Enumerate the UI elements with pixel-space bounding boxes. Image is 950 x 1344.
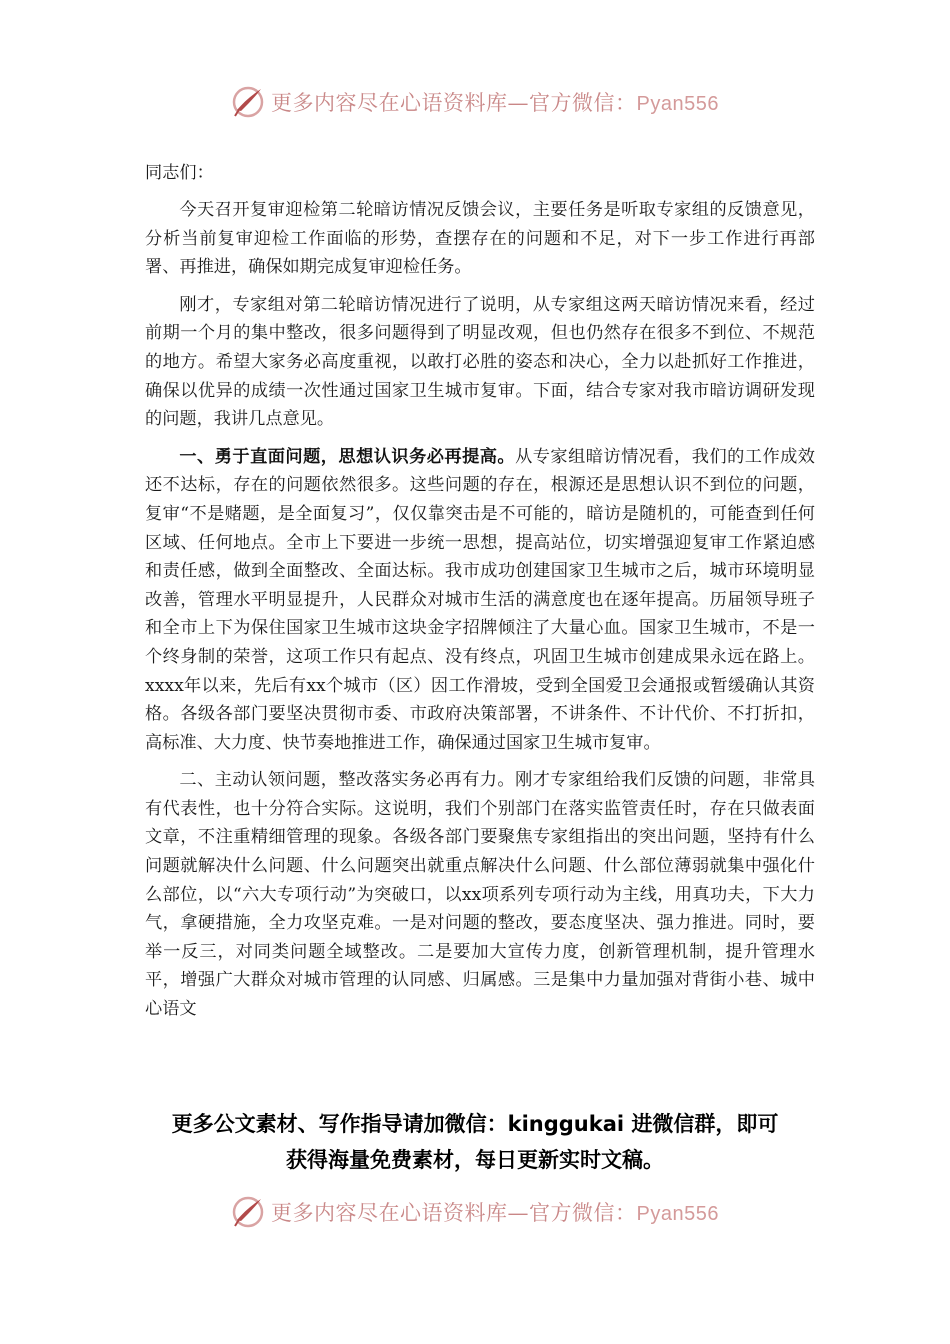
- promo-banner: [95, 1106, 855, 1178]
- quill-logo-icon: [231, 1195, 265, 1229]
- promo-line-2: 获得海量免费素材，每日更新实时文稿。: [286, 1148, 664, 1172]
- watermark-header: [0, 82, 950, 122]
- watermark-text: 更多内容尽在心语资料库—官方微信：Pyan556: [271, 1201, 719, 1225]
- watermark-footer: [0, 1192, 950, 1232]
- paragraph-4: 二、主动认领问题，整改落实务必再有力。刚才专家组给我们反馈的问题，非常具有代表性，也十分符合实际。这说明，我们个别部门在落实监管责任时，存在只做表面文章，不注重精细管理的现象。各级各部门要聚焦专家组指出的突出问题，坚持有什么问题就解决什么问题、什么问题突出就重点解决什么问题、什么部位薄弱就集中强化什么部位，以“六大专项行动”为突破口，以xx项系列专项行动为主线，用真功夫，下大力气，拿硬措施，全力攻坚克难。一是对问题的整改，要态度坚决、强力推进。同时，要举一反三，对同类问题全域整改。二是要加大宣传力度，创新管理机制，提升管理水平，增强广大群众对城市管理的认同感、归属感。三是集中力量加强对背街小巷、城中心语文: [145, 770, 815, 1020]
- paragraph-2: 刚才，专家组对第二轮暗访情况进行了说明，从专家组这两天暗访情况来看，经过前期一个月的集中整改，很多问题得到了明显改观，但也仍然存在很多不到位、不规范的地方。希望大家务必高度重视，以敢打必胜的姿态和决心，全力以赴抓好工作推进，确保以优异的成绩一次性通过国家卫生城市复审。下面，结合专家对我市暗访调研发现的问题，我讲几点意见。: [145, 294, 815, 430]
- document-body: [145, 158, 815, 1033]
- paragraph-1: 今天召开复审迎检第二轮暗访情况反馈会议，主要任务是听取专家组的反馈意见，分析当前复审迎检工作面临的形势，查摆存在的问题和不足，对下一步工作进行再部署、再推进，确保如期完成复审迎检任务。: [145, 200, 815, 278]
- section-heading-1: 一、勇于直面问题，思想认识务必再提高。: [179, 446, 516, 467]
- promo-line-1: 更多公文素材、写作指导请加微信：kinggukai 进微信群，即可: [171, 1112, 779, 1136]
- quill-logo-icon: [231, 85, 265, 119]
- salutation: 同志们：: [145, 163, 214, 183]
- paragraph-3: 一、勇于直面问题，思想认识务必再提高。从专家组暗访情况看，我们的工作成效还不达标，存在的问题依然很多。这些问题的存在，根源还是思想认识不到位的问题，复审“不是赌题，是全面复习”，仅仅靠突击是不可能的，暗访是随机的，可能查到任何区域、任何地点。全市上下要进一步统一思想，提高站位，切实增强迎复审工作紧迫感和责任感，做到全面整改、全面达标。我市成功创建国家卫生城市之后，城市环境明显改善，管理水平明显提升，人民群众对城市生活的满意度也在逐年提高。历届领导班子和全市上下为保住国家卫生城市这块金字招牌倾注了大量心血。国家卫生城市，不是一个终身制的荣誉，这项工作只有起点、没有终点，巩固卫生城市创建成果永远在路上。xxxx年以来，先后有xx个城市（区）因工作滑坡，受到全国爱卫会通报或暂缓确认其资格。各级各部门要坚决贯彻市委、市政府决策部署，不讲条件、不计代价、不打折扣，高标准、大力度、快节奏地推进工作，确保通过国家卫生城市复审。: [145, 446, 815, 753]
- watermark-text: 更多内容尽在心语资料库—官方微信：Pyan556: [271, 91, 719, 115]
